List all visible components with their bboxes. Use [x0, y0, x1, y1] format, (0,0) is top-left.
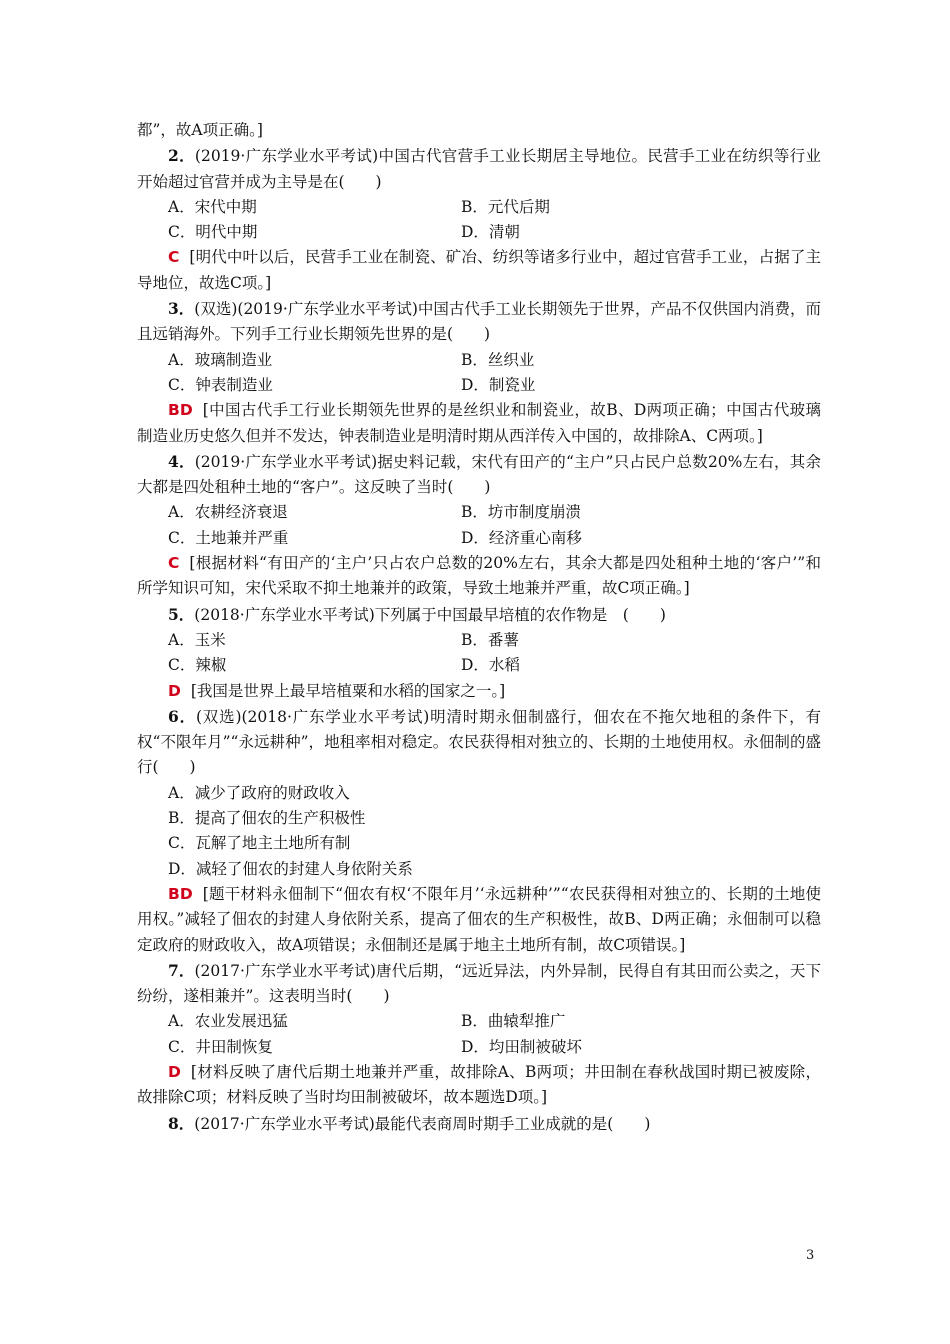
options-row	[137, 526, 821, 551]
question-3	[137, 296, 821, 449]
question-6	[137, 704, 821, 958]
answer-key: C	[168, 248, 180, 267]
option-b: B．曲辕犁推广	[461, 1012, 566, 1031]
question-number: 2．	[168, 146, 195, 166]
question-8	[137, 1111, 821, 1137]
options-row	[137, 348, 821, 373]
answer-explanation: D [我国是世界上最早培植粟和水稻的国家之一。]	[168, 681, 506, 700]
option-b: B．番薯	[461, 630, 519, 649]
question-number: 8．	[168, 1113, 195, 1133]
question-number: 6．	[168, 706, 196, 726]
question-4	[137, 449, 821, 602]
option-a: A．玉米	[168, 630, 226, 649]
option-b: B．元代后期	[461, 197, 550, 216]
options-row	[137, 500, 821, 525]
option-d: D．经济重心南移	[461, 528, 582, 547]
option-a: A．宋代中期	[168, 197, 257, 216]
options-row	[137, 373, 821, 398]
question-number: 7．	[168, 960, 195, 980]
option-d: D．清朝	[461, 223, 520, 242]
options-row	[137, 195, 821, 220]
options-row	[137, 1009, 821, 1034]
option-d: D．制瓷业	[461, 375, 536, 394]
answer-explanation: BD [中国古代手工行业长期领先世界的是丝织业和制瓷业，故B、D两项正确；中国古代玻璃制造业历史悠久但并不发达，钟表制造业是明清时期从西洋传入中国的，故排除A、C两项。]	[137, 401, 821, 445]
option-c: C．井田制恢复	[168, 1037, 273, 1056]
answer-key: C	[168, 554, 180, 573]
option-d: D．均田制被破坏	[461, 1037, 582, 1056]
option-a: A．农业发展迅猛	[168, 1012, 288, 1031]
option-c: C．辣椒	[168, 656, 227, 675]
answer-explanation: C [明代中叶以后，民营手工业在制瓷、矿冶、纺织等诸多行业中，超过官营手工业，占据了主导地位，故选C项。]	[137, 248, 821, 292]
option-b: B．坊市制度崩溃	[461, 503, 581, 522]
continuation-text: 都”，故A项正确。]	[137, 121, 263, 139]
option-c: C．土地兼并严重	[168, 528, 289, 547]
question-stem: 8．(2017·广东学业水平考试)最能代表商周时期手工业成就的是( )	[168, 1113, 651, 1133]
options-row	[137, 1035, 821, 1060]
question-stem: 5．(2018·广东学业水平考试)下列属于中国最早培植的农作物是 ( )	[168, 604, 666, 624]
option-d: D．水稻	[461, 656, 520, 675]
option-b: B．丝织业	[461, 350, 535, 369]
option-c: C．钟表制造业	[168, 375, 273, 394]
option-a: A．农耕经济衰退	[168, 503, 288, 522]
answer-key: D	[168, 1062, 181, 1081]
answer-key: BD	[168, 884, 193, 903]
question-number: 4．	[168, 451, 195, 471]
answer-explanation: C [根据材料“有田产的‘主户’只占农户总数的20%左右，其余大都是四处租种土地的‘客户’”和所学知识可知，宋代采取不抑土地兼并的政策，导致土地兼并严重，故C项正确。]	[137, 554, 821, 598]
option-c: C．明代中期	[168, 223, 258, 242]
options-row	[137, 628, 821, 653]
question-stem: 6．(双选)(2018·广东学业水平考试)明清时期永佃制盛行，佃农在不拖欠地租的条件下，有权“不限年月”“永远耕种”，地租率相对稳定。农民获得相对独立的、长期的土地使用权。永佃制的盛行( )	[137, 706, 821, 777]
question-number: 5．	[168, 604, 195, 624]
page-number: 3	[806, 1248, 815, 1263]
options-row	[137, 220, 821, 245]
question-stem: 4．(2019·广东学业水平考试)据史料记载，宋代有田产的“主户”只占民户总数20%左右，其余大都是四处租种土地的“客户”。这反映了当时( )	[137, 451, 821, 497]
question-number: 3．	[168, 299, 195, 319]
question-stem: 3．(双选)(2019·广东学业水平考试)中国古代手工业长期领先于世界，产品不仅供国内消费，而且远销海外。下列手工行业长期领先世界的是( )	[137, 299, 821, 344]
question-stem: 7．(2017·广东学业水平考试)唐代后期，“远近异法，内外异制，民得自有其田而公卖之，天下纷纷，遂相兼并”。这表明当时( )	[137, 960, 821, 1006]
question-5	[137, 602, 821, 704]
option-d: D．减轻了佃农的封建人身依附关系	[168, 859, 413, 878]
page-content	[137, 118, 821, 1137]
answer-key: D	[168, 681, 181, 700]
answer-explanation: D [材料反映了唐代后期土地兼并严重，故排除A、B两项；井田制在春秋战国时期已被废除，故排除C项；材料反映了当时均田制被破坏，故本题选D项。]	[137, 1062, 821, 1107]
question-7	[137, 958, 821, 1111]
option-b: B．提高了佃农的生产积极性	[168, 809, 366, 828]
options-row	[137, 653, 821, 678]
question-stem: 2．(2019·广东学业水平考试)中国古代官营手工业长期居主导地位。民营手工业在纺织等行业开始超过官营并成为主导是在( )	[137, 146, 821, 191]
option-c: C．瓦解了地主土地所有制	[168, 834, 351, 853]
answer-key: BD	[168, 401, 193, 420]
option-a: A．减少了政府的财政收入	[168, 783, 350, 802]
option-a: A．玻璃制造业	[168, 350, 273, 369]
answer-explanation: BD [题干材料永佃制下“佃农有权‘不限年月’‘永远耕种’”“农民获得相对独立的、长期的土地使用权。”减轻了佃农的封建人身依附关系，提高了佃农的生产积极性，故B、D两正确；永佃制可以稳定政府的财政收入，故A项错误；永佃制还是属于地主土地所有制，故C项错误。]	[137, 884, 821, 954]
question-2	[137, 143, 821, 296]
